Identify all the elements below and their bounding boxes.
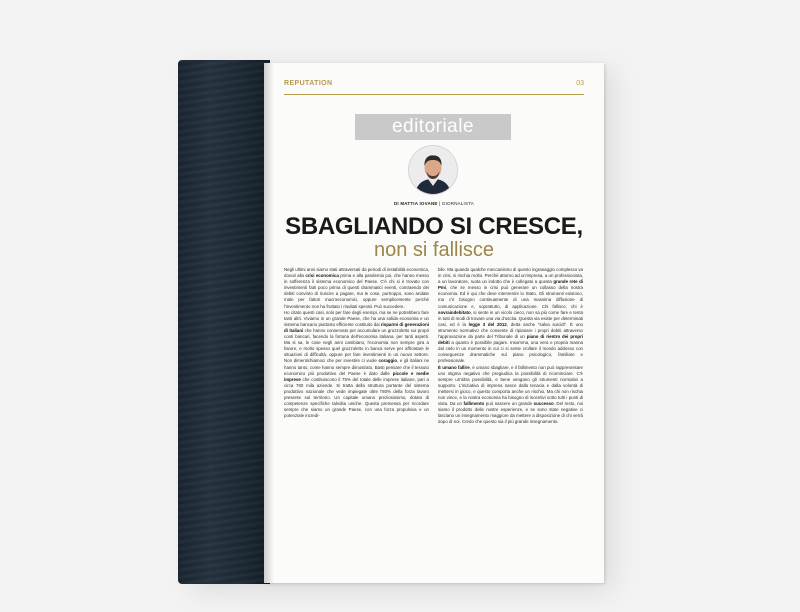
page-number: 03: [576, 80, 584, 87]
magazine-page: [264, 63, 604, 583]
author-name: DI MATTIA IOVANE: [393, 201, 438, 206]
text-run-bold: piccole e medie imprese: [284, 370, 429, 382]
text-run: , si sente in un vicolo cieco, non sa più come fare e tenta in tutti di modi di trovare una via d'uscita. Questa via esiste per determinati casi, ed è la: [438, 309, 583, 327]
text-run-bold: piano di rientro dei propri debiti: [438, 334, 583, 346]
text-run-bold: crisi economica: [305, 273, 339, 279]
magazine-logo: REPUTATION: [284, 80, 333, 87]
headline-line2: non si fallisce: [373, 239, 495, 261]
text-run: , e gli italiani ne hanno tanto, come hanno sempre dimostrato. Basti pensare che il tessuto economico più produttivo del Paese è dato dalle: [284, 358, 430, 376]
page-gutter: [264, 63, 274, 583]
text-run: può nascere un grande: [484, 401, 534, 407]
page-header: [284, 80, 584, 92]
text-run: che hanno conservato per accumulare un gruzzoletto sui propri conti bancari, facendo la fortuna dell'economia italiana, per tanti aspetti. Ma si sa, le cose negli anni cambiano, l'economia non sempre gira a favore, e molto spesso quel gruzzoletto in banca serve per affrontare le situazioni di difficoltà, oppure per fare investimenti in un nuovo settore. Non dimentichiamoci che per investire ci vuole: [284, 327, 430, 364]
text-run-bold: risparmi di generazioni di italiani: [284, 321, 429, 333]
paragraph: [284, 267, 429, 310]
text-run: , detta anche "salva suicidi". È uno strumento normativo che consente di ripianare i propri debiti attraverso l'approvazione da parte del Tribunale di un: [438, 321, 584, 340]
article-column-1: [284, 267, 429, 419]
text-run: a quanto è possibile pagare. Insomma, una vera e propria manna dal cielo in un momento in cui ci si sente crollare il mondo addosso con conseguenze drammatiche sul piano psicologico, familiare e professionale.: [438, 340, 583, 364]
article-column-2: [438, 267, 583, 425]
byline: DI MATTIA IOVANE | GIORNALISTA: [393, 201, 475, 206]
section-label: editoriale: [355, 114, 511, 140]
headline-line1: SBAGLIANDO SI CRESCE,: [285, 213, 583, 240]
paragraph: [438, 267, 583, 365]
text-run-bold: fallimento: [463, 401, 485, 407]
text-run: . Del resto, noi siamo il prodotto delle nostre esperienze, e se sono state negative ci lasciano un insegnamento maggiore da mettere a disposizione di chi verrà dopo di noi. Credo che questo sia il più grande insegnamento.: [438, 401, 584, 425]
author-role: GIORNALISTA: [441, 201, 475, 206]
text-run: , che se messo in crisi può generare un collasso della nostra economia. Ed è qui che deve intervenire lo Stato. Gli strumenti esistono, ma c'è bisogno continuamente di una massima diffusione di comunicazione e, soprattutto, di applicazione. Chi fallisce, chi è: [438, 285, 583, 309]
magazine-cover: [178, 60, 270, 584]
text-run-bold: È umano fallire: [438, 364, 470, 370]
text-run-bold: successo: [533, 401, 554, 407]
text-run: , è umano sbagliare, e il fallimento non può rappresentare uno stigma negativo che pregiudica la possibilità di ricominciare. C'è sempre un'altra possibilità, e bene vengano gli strumenti normativi a supporto. L'iniziativa di impresa nasce dalla tenacia e dalla volontà di mettersi in gioco, e questo comporta anche un rischio. Ma chi non rischia non vince, e la nostra economia ha bisogno di incentivi sotto tutti i punti di vista. Da un: [438, 364, 583, 407]
text-run: bile. Ma quando qualche meccanismo di questo ingranaggio complesso va in crisi, si rischia molto. Perché attorno ad un'impresa, a un professionista, a un lavoratore, ruota un indotto che è collegato a questa: [438, 267, 583, 285]
text-run-bold: legge 3 del 2012: [468, 321, 507, 327]
text-run-bold: grande rete di Pmi: [438, 279, 583, 291]
header-rule: [284, 94, 584, 95]
text-run-bold: coraggio: [378, 358, 398, 364]
text-run: Ho citato questi casi, solo per fare degli esempi, ma se ne potrebbero fare tanti altri. Viviamo in un grande Paese, che ha una solida economia e un sistema bancario piuttosto efficiente costituito dai: [284, 309, 429, 327]
paragraph: [438, 365, 583, 426]
text-run: prima e alla pandemia poi, che hanno messo in sofferenza il sistema economico del Paese. C'è chi si è trovato con investimenti fatti poco prima di questi drammatici eventi, contraendo dei debiti convinto di riuscire a pagare, ma le cose, purtroppo, sono andate male per fattori macroeconomici, oppure semplicemente perché l'investimento non ha fruttato i risultati sperati. Può succedere.: [284, 273, 429, 309]
author-avatar: [408, 145, 458, 195]
author-portrait-image: [409, 146, 457, 194]
text-run: Negli ultimi anni siamo stati attraversati da periodi di instabilità economica, dovuti alla: [284, 267, 429, 279]
paragraph: [284, 310, 429, 420]
text-run: che costituiscono il 75% del totale delle imprese italiane, pari a circa 760 mila aziende. Si tratta della struttura portante del sistema produttivo nazionale che vede impiegate oltre l'80% della forza lavoro presente sul territorio. Un capitale umano preziosissimo, dotato di competenze specifiche talvolta uniche. Questa premessa per ricordare sempre che siamo un grande Paese, con una forza propulsiva e un potenziale incredi-: [284, 376, 429, 419]
text-run-bold: sovraindebitato: [438, 309, 471, 315]
